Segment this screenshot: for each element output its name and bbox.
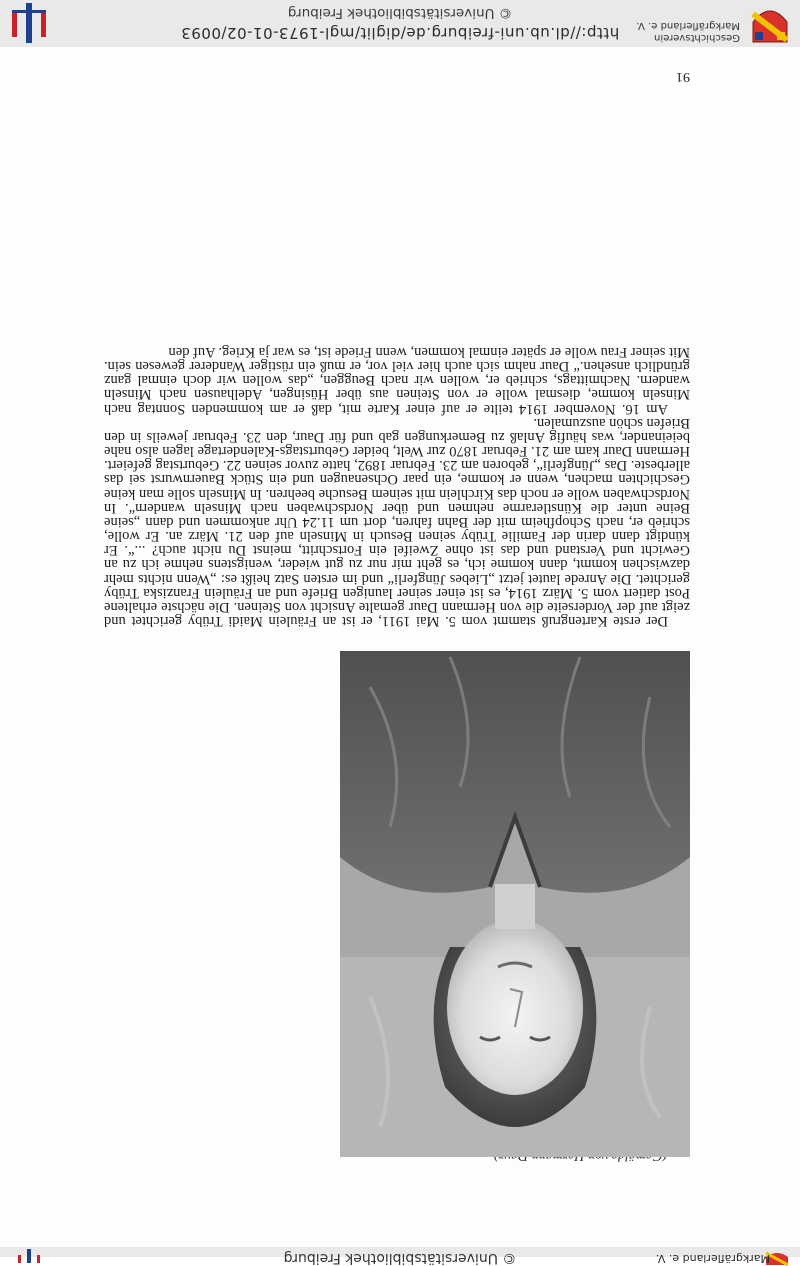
page-number: 91 [676, 69, 690, 84]
article-body [104, 345, 690, 628]
article-paragraph: Am 16. November 1914 teilte er auf einer Karte mit, daß er am kommenden Sonntag nach Minseln komme, diesmal wolle er von Steinen aus über Hüsingen, Adelhausen nach Minseln wandern. Nachmittags, schrieb er, wollen wir nach Beuggen, „das wollen wir doch einmal ganz gründlich ansehen.“ Daur nahm sich auch hier viel vor, er muß ein rüstiger Wanderer gewesen sein. Mit seiner Frau wolle er später einmal kommen, wenn Friede ist, es war ja Krieg. Auf den [104, 344, 690, 417]
footer-bar [0, 0, 800, 47]
publisher-line: Geschichtsverein [654, 32, 740, 43]
header-library: © Universitätsbibliothek Freiburg [283, 1250, 517, 1266]
publisher-line: Markgräflerland e. V. [636, 20, 740, 31]
portrait-image [340, 651, 690, 1157]
article-paragraph: Der erste Kartengruß stammt vom 5. Mai 1911, er ist an Fräulein Maidi Trüby gerichtet und zeigt auf der Vorderseite die von Hermann Daur gemalte Ansicht von Steinen. Die nächste erhaltene Post datiert vom 5. März 1914, es ist einer seiner launigen Briefe und an Fräulein Franziska Trüby gerichtet. Die Anrede lautet jetzt „Liebes Jüngferli“ und im ersten Satz heißt es: „Wenn nichts mehr dazwischen kommt, dann komme ich, es geht mir nur zu gut wieder, wenigstens nehme ich zu an Gewicht und Verstand und das ist ohne Zweifel ein Fortschritt, meinst Du nicht auch? ...“. Er kündigt dann darin der Familie Trüby seinen Besuch in Minseln auf den 21. März an. Er wolle, schrieb er, nach Schopfheim mit der Bahn fahren, dort um 11.24 Uhr ankommen und dann „seine Beine unter die Künstlerarme nehmen und über Nordschwaben nach Minseln wandern“. In Nordschwaben wolle er noch das Kirchlein mit seinem Besuche beehren. In Minseln solle man keine Geschichten machen, wenn er komme, ein paar Ochsenaugen und ein Stück Bauernwurst sei das allerbeste. Das „Jüngferli“, geboren am 23. Februar 1892, hatte zuvor seinen 22. Geburtstag gefeiert. Hermann Daur kam am 21. Februar 1870 zur Welt, beider Geburtstags-Kalendertage lagen also nahe beieinander, was häufig Anlaß zu Bemerkungen gab und für Daur, den 23. Februar jeweils in den Briefen schön auszumalen. [104, 414, 690, 629]
ub-freiburg-logo-icon [8, 3, 50, 43]
source-url-link[interactable]: http://dl.ub.uni-freiburg.de/diglit/mgl-1973-01-02/0093 [180, 24, 620, 42]
portrait-painting [340, 651, 690, 1157]
footer-library: © Universitätsbibliothek Freiburg [287, 5, 513, 21]
header-publisher: Markgräflerland e. V. [655, 1252, 770, 1265]
